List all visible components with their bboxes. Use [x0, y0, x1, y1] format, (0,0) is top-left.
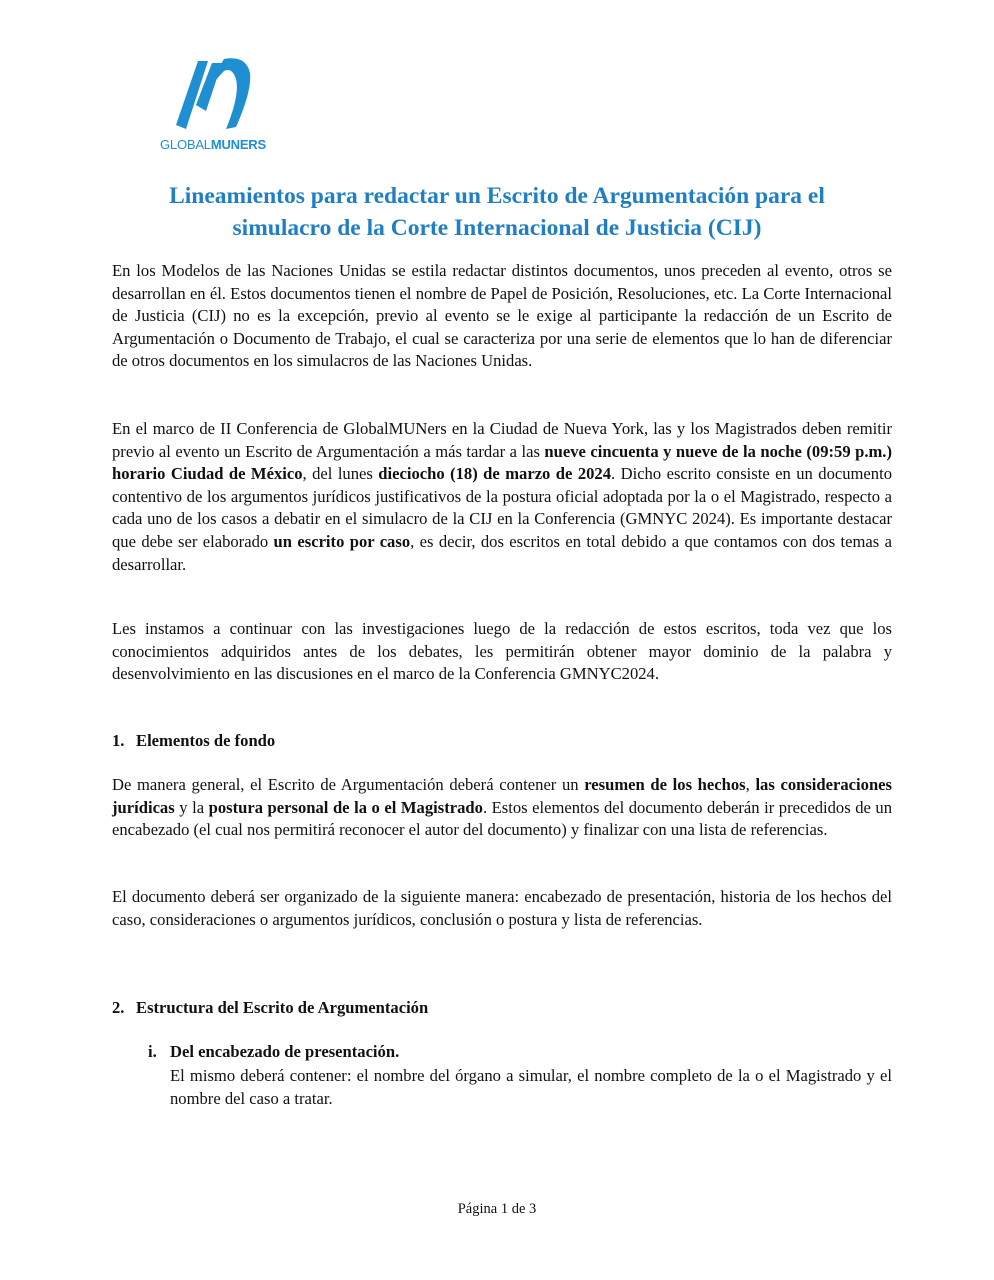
intro-paragraph-2 — [112, 418, 892, 576]
s1-facts-summary: resumen de los hechos — [584, 775, 746, 794]
section-2-heading — [112, 998, 428, 1018]
intro-paragraph-3: Les instamos a continuar con las investigaciones luego de la redacción de estos escritos, toda vez que los conocimientos adquiridos antes de los debates, les permitirán obtener mayor dominio de la palabra y desenvolvimiento en las discusiones en el marco de la Conferencia GMNYC2024. — [112, 619, 892, 684]
p2-deadline-time: nueve cincuenta y nueve de la noche (09:59 p.m.) horario Ciudad de México — [112, 441, 892, 484]
section-1-paragraph-1 — [112, 774, 892, 842]
document-title — [110, 180, 884, 244]
subsection-i-title: Del encabezado de presentación. — [170, 1042, 400, 1061]
p2-text-a: En el marco de II Conferencia de GlobalMUNers en la Ciudad de Nueva York, las y los Magistrados deben remitir previo al evento un Escrito de Argumentación a más tardar a las — [112, 419, 892, 461]
p2-deadline-date: dieciocho (18) de marzo de 2024 — [378, 464, 612, 484]
s1-legal-considerations: las consideraciones jurídicas — [112, 775, 892, 817]
page-number: Página 1 de 3 — [457, 1201, 537, 1217]
p2-one-per-case: un escrito por caso — [273, 531, 411, 551]
intro-paragraph-1: En los Modelos de las Naciones Unidas se estila redactar distintos documentos, unos preceden al evento, otros se desarrollan en él. Estos documentos tienen el nombre de Papel de Posición, Resoluciones, etc. La Corte Internacional de Justicia (CIJ) no es la excepción, previo al evento se le exige al participante la redacción de un Escrito de Argumentación o Documento de Trabajo, el cual se caracteriza por una serie de elementos que lo han de diferenciar de otros documentos en los simulacros de las Naciones Unidas. — [112, 261, 892, 371]
logo-wordmark — [160, 137, 266, 152]
title-line-1: Lineamientos para redactar un Escrito de Argumentación para el — [169, 183, 825, 209]
s1-personal-position: postura personal de la o el Magistrado — [208, 797, 483, 817]
s1-text-c: , — [745, 775, 756, 794]
p2-text-e: . Dicho escrito consiste en un documento contentivo de los argumentos jurídicos justificativos de la postura oficial adoptada por la o el Magistrado, respecto a cada uno de los casos a debatir en el simulacro de la CIJ en la Conferencia (GMNYC 2024). Es importante destacar que debe ser elaborado — [112, 464, 893, 551]
section-2-title: Estructura del Escrito de Argumentación — [136, 998, 429, 1017]
logo-wordmark-bold: MUNERS — [210, 137, 266, 152]
logo-wordmark-light: GLOBAL — [160, 137, 211, 152]
globalmuners-m-icon — [172, 55, 252, 137]
p2-text-c: , del lunes — [302, 464, 379, 484]
section-1-title: Elementos de fondo — [136, 731, 276, 750]
section-2-number: 2. — [112, 998, 125, 1017]
globalmuners-logo — [158, 55, 268, 155]
section-1-paragraph-2: El documento deberá ser organizado de la siguiente manera: encabezado de presentación, historia de los hechos del caso, consideraciones o argumentos jurídicos, conclusión o postura y lista de referencias. — [112, 887, 892, 929]
subsection-i-number: i. — [148, 1042, 157, 1061]
s1-text-e: y la — [174, 797, 209, 817]
title-line-2: simulacro de la Corte Internacional de Justicia (CIJ) — [232, 215, 762, 241]
p2-text-g: , es decir, dos escritos en total debido a que contamos con dos temas a desarrollar. — [112, 531, 892, 574]
subsection-i-text: El mismo deberá contener: el nombre del órgano a simular, el nombre completo de la o el Magistrado y el nombre del caso a tratar. — [170, 1066, 892, 1108]
section-1-heading — [112, 731, 275, 751]
s1-text-a: De manera general, el Escrito de Argumentación deberá contener un — [112, 775, 585, 794]
s1-text-g: . Estos elementos del documento deberán ir precedidos de un encabezado (el cual nos permitirá reconocer el autor del documento) y finalizar con una lista de referencias. — [112, 797, 892, 840]
subsection-i-heading — [148, 1042, 399, 1062]
section-1-number: 1. — [112, 731, 125, 750]
